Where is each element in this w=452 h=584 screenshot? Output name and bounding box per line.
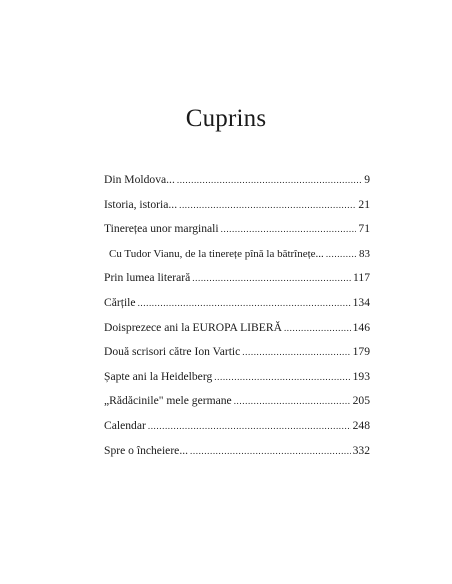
- toc-entry-page: 205: [352, 394, 370, 408]
- toc-entry-page: 332: [352, 443, 370, 457]
- toc-entry[interactable]: [104, 168, 370, 193]
- toc-leader-dots: [148, 414, 351, 439]
- toc-entry-page: 117: [353, 271, 370, 285]
- toc-entry[interactable]: [104, 389, 370, 414]
- toc-leader-dots: [190, 439, 351, 464]
- toc-entry-page: 9: [364, 173, 370, 186]
- toc-entry-title: Două scrisori către Ion Vartic: [104, 345, 241, 359]
- toc-entry-title: Spre o încheiere...: [104, 443, 189, 457]
- toc-leader-dots: [179, 193, 356, 218]
- toc-leader-dots: [221, 217, 357, 242]
- toc-entry[interactable]: [104, 242, 370, 267]
- toc-entry-title: Cărțile: [104, 295, 136, 309]
- toc-entry[interactable]: [104, 340, 370, 365]
- toc-entry[interactable]: [104, 439, 370, 464]
- toc-entry-title: „Rădăcinile" mele germane: [104, 394, 232, 408]
- toc-leader-dots: [177, 168, 362, 193]
- toc-entry-title: Tinerețea unor marginali: [104, 222, 219, 236]
- table-of-contents: [104, 168, 370, 463]
- toc-entry-page: 134: [352, 295, 370, 309]
- toc-leader-dots: [242, 340, 350, 365]
- toc-entry-page: 179: [352, 345, 370, 359]
- toc-entry-page: 193: [352, 369, 370, 383]
- toc-leader-dots: [138, 291, 351, 316]
- toc-leader-dots: [326, 242, 357, 267]
- toc-leader-dots: [284, 316, 351, 341]
- toc-entry[interactable]: [104, 193, 370, 218]
- toc-entry[interactable]: [104, 266, 370, 291]
- toc-entry-page: 146: [352, 320, 370, 334]
- toc-entry-title: Șapte ani la Heidelberg: [104, 369, 213, 383]
- toc-entry[interactable]: [104, 365, 370, 390]
- toc-entry-title: Prin lumea literară: [104, 271, 191, 285]
- toc-leader-dots: [234, 389, 351, 414]
- toc-entry-title: Calendar: [104, 418, 146, 432]
- toc-entry-page: 83: [359, 247, 370, 260]
- toc-entry-title: Istoria, istoria...: [104, 197, 178, 211]
- toc-entry-page: 248: [352, 418, 370, 432]
- toc-leader-dots: [192, 266, 351, 291]
- toc-entry-title: Din Moldova...: [104, 173, 175, 186]
- toc-entry-title: Cu Tudor Vianu, de la tinerețe pînă la bătrînețe...: [109, 247, 324, 260]
- page-title: Cuprins: [185, 105, 267, 132]
- toc-entry-page: 71: [358, 222, 370, 236]
- toc-entry-title: Doisprezece ani la EUROPA LIBERĂ: [104, 320, 282, 334]
- toc-entry[interactable]: [104, 414, 370, 439]
- toc-entry[interactable]: [104, 291, 370, 316]
- toc-entry-page: 21: [358, 197, 370, 211]
- toc-entry[interactable]: [104, 217, 370, 242]
- toc-entry[interactable]: [104, 316, 370, 341]
- toc-leader-dots: [214, 365, 350, 390]
